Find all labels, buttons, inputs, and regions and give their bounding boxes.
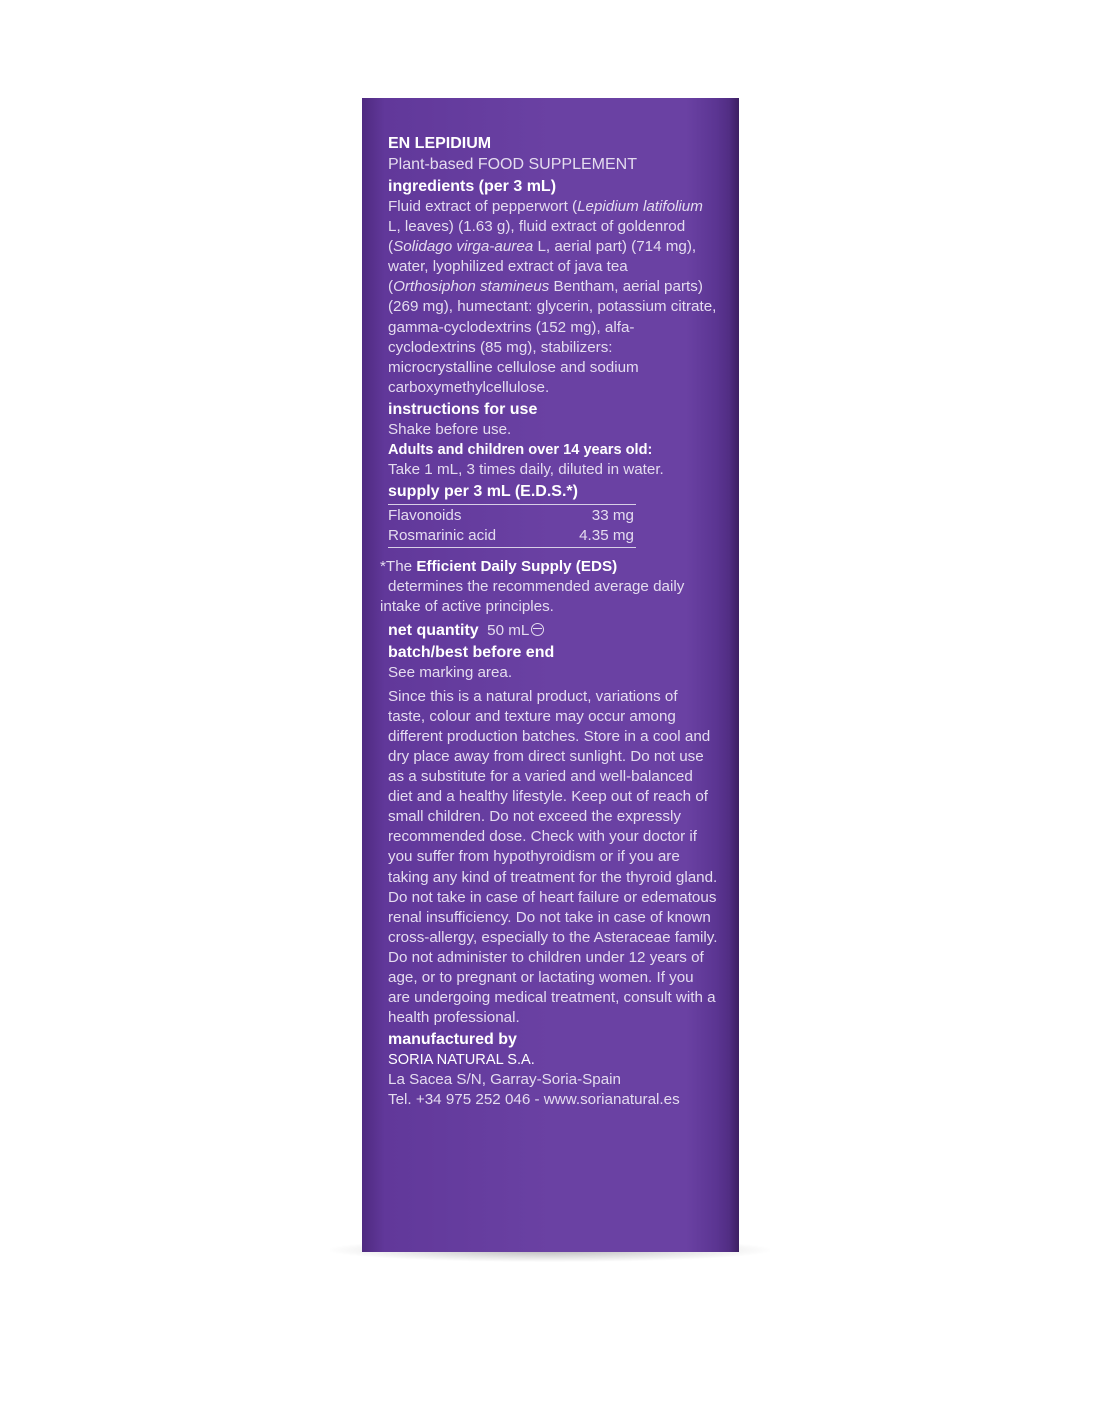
supply-value: 33 mg (591, 507, 634, 525)
ingredients-heading: ingredients (per 3 mL) (388, 178, 557, 195)
product-subtitle: Plant-based FOOD SUPPLEMENT (388, 156, 637, 173)
instructions-bold: Adults and children over 14 years old: (388, 442, 653, 459)
net-quantity-line (388, 621, 718, 641)
net-quantity-heading: net quantity (388, 621, 479, 639)
manufacturer-heading: manufactured by (388, 1031, 517, 1049)
instructions-line1: Shake before use. (388, 420, 512, 438)
manufacturer-address: La Sacea S/N, Garray-Soria-Spain (388, 1071, 621, 1089)
label-text-block (380, 134, 718, 1111)
manufacturer-contact: Tel. +34 975 252 046 - www.sorianatural.es (388, 1091, 680, 1109)
product-name: EN LEPIDIUM (388, 135, 492, 152)
estimated-e-mark-icon (531, 623, 544, 636)
eds-note: *The Efficient Daily Supply (EDS) determines the recommended average daily intake of active principles. (380, 558, 685, 616)
net-quantity-value: 50 mL (487, 621, 530, 639)
supply-heading: supply per 3 mL (E.D.S.*) (388, 483, 578, 501)
supply-table (388, 504, 636, 548)
supply-row (388, 506, 636, 526)
supply-name: Rosmarinic acid (388, 527, 497, 545)
supply-value: 4.35 mg (579, 527, 634, 545)
product-box-side-panel (362, 98, 739, 1252)
supply-row (388, 526, 636, 546)
instructions-line2: Take 1 mL, 3 times daily, diluted in water. (388, 461, 664, 479)
batch-heading: batch/best before end (388, 643, 555, 661)
ingredients-text: Fluid extract of pepperwort (Lepidium latifolium L, leaves) (1.63 g), fluid extract of goldenrod (Solidago virga-aurea L, aerial part) (714 mg), water, lyophilized extract of java tea (Orthosiphon stamineus Bentham, aerial parts) (269 mg), humectant: glycerin, potassium citrate, gamma-cyclodextrins (152 mg), alfa-cyclodextrins (85 mg), stabilizers: microcrystalline cellulose and sodium carboxymethylcellulose. (388, 198, 717, 396)
manufacturer-name: SORIA NATURAL S.A. (388, 1052, 535, 1069)
batch-text: See marking area. (388, 663, 513, 681)
instructions-heading: instructions for use (388, 400, 538, 418)
supply-name: Flavonoids (388, 507, 462, 525)
warnings-text: Since this is a natural product, variations of taste, colour and texture may occur among different production batches. Store in a cool and dry place away from direct sunlight. Do not use as a substitute for a varied and well-balanced diet and a healthy lifestyle. Keep out of reach of small children. Do not exceed the expressly recommended dose. Check with your doctor if you suffer from hypothyroidism or if you are taking any kind of treatment for the thyroid gland. Do not take in case of heart failure or edematous renal insufficiency. Do not take in case of known cross-allergy, especially to the Asteraceae family. Do not administer to children under 12 years of age, or to pregnant or lactating women. If you are undergoing medical treatment, consult with a health professional. (388, 687, 718, 1027)
